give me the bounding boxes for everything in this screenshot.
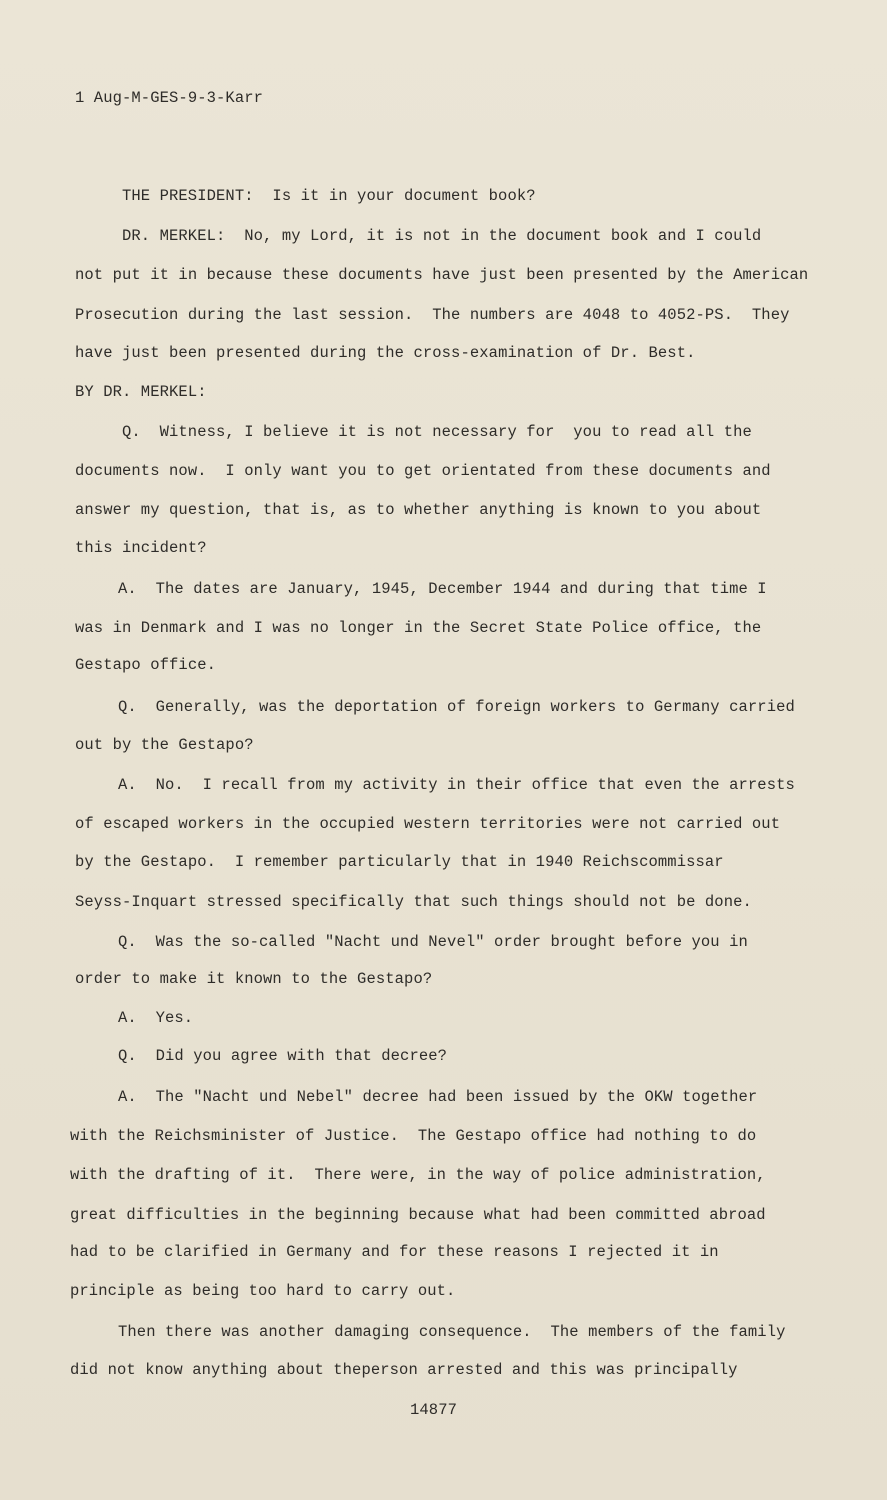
text-line: BY DR. MERKEL: — [75, 383, 207, 401]
text-line: documents now. I only want you to get orientated from these documents and — [75, 462, 771, 480]
text-line: did not know anything about theperson arrested and this was principally — [70, 1361, 738, 1379]
text-line: with the Reichsminister of Justice. The Gestapo office had nothing to do — [70, 1127, 757, 1145]
document-header: 1 Aug-M-GES-9-3-Karr — [75, 89, 264, 107]
text-line: out by the Gestapo? — [75, 736, 254, 754]
text-line: was in Denmark and I was no longer in the Secret State Police office, the — [75, 619, 762, 637]
text-line: THE PRESIDENT: Is it in your document book? — [122, 187, 536, 205]
text-line: principle as being too hard to carry out. — [70, 1282, 456, 1300]
text-line: with the drafting of it. There were, in the way of police administration, — [70, 1166, 766, 1184]
text-line: A. Yes. — [118, 1009, 194, 1027]
text-line: Q. Generally, was the deportation of foreign workers to Germany carried — [118, 698, 795, 716]
text-line: A. The dates are January, 1945, December 1944 and during that time I — [118, 580, 767, 598]
text-line: this incident? — [75, 539, 207, 557]
text-line: by the Gestapo. I remember particularly that in 1940 Reichscommissar — [75, 853, 724, 871]
text-line: answer my question, that is, as to whether anything is known to you about — [75, 501, 762, 519]
text-line: great difficulties in the beginning because what had been committed abroad — [70, 1206, 766, 1224]
text-line: not put it in because these documents have just been presented by the American — [75, 266, 809, 284]
page-number: 14877 — [410, 1401, 458, 1419]
text-line: had to be clarified in Germany and for these reasons I rejected it in — [70, 1243, 719, 1261]
text-line: have just been presented during the cross-examination of Dr. Best. — [75, 344, 696, 362]
text-line: DR. MERKEL: No, my Lord, it is not in the document book and I could — [122, 227, 762, 245]
text-line: of escaped workers in the occupied western territories were not carried out — [75, 815, 781, 833]
text-line: Gestapo office. — [75, 656, 217, 674]
text-line: Q. Witness, I believe it is not necessary for you to read all the — [122, 423, 752, 441]
text-line: Then there was another damaging consequence. The members of the family — [118, 1323, 786, 1341]
text-line: Q. Was the so-called "Nacht und Nevel" order brought before you in — [118, 933, 748, 951]
text-line: Seyss-Inquart stressed specifically that such things should not be done. — [75, 893, 752, 911]
text-line: Prosecution during the last session. The numbers are 4048 to 4052-PS. They — [75, 306, 790, 324]
text-line: order to make it known to the Gestapo? — [75, 970, 433, 988]
text-line: Q. Did you agree with that decree? — [118, 1047, 448, 1065]
text-line: A. The "Nacht und Nebel" decree had been issued by the OKW together — [118, 1088, 758, 1106]
text-line: A. No. I recall from my activity in their office that even the arrests — [118, 776, 795, 794]
